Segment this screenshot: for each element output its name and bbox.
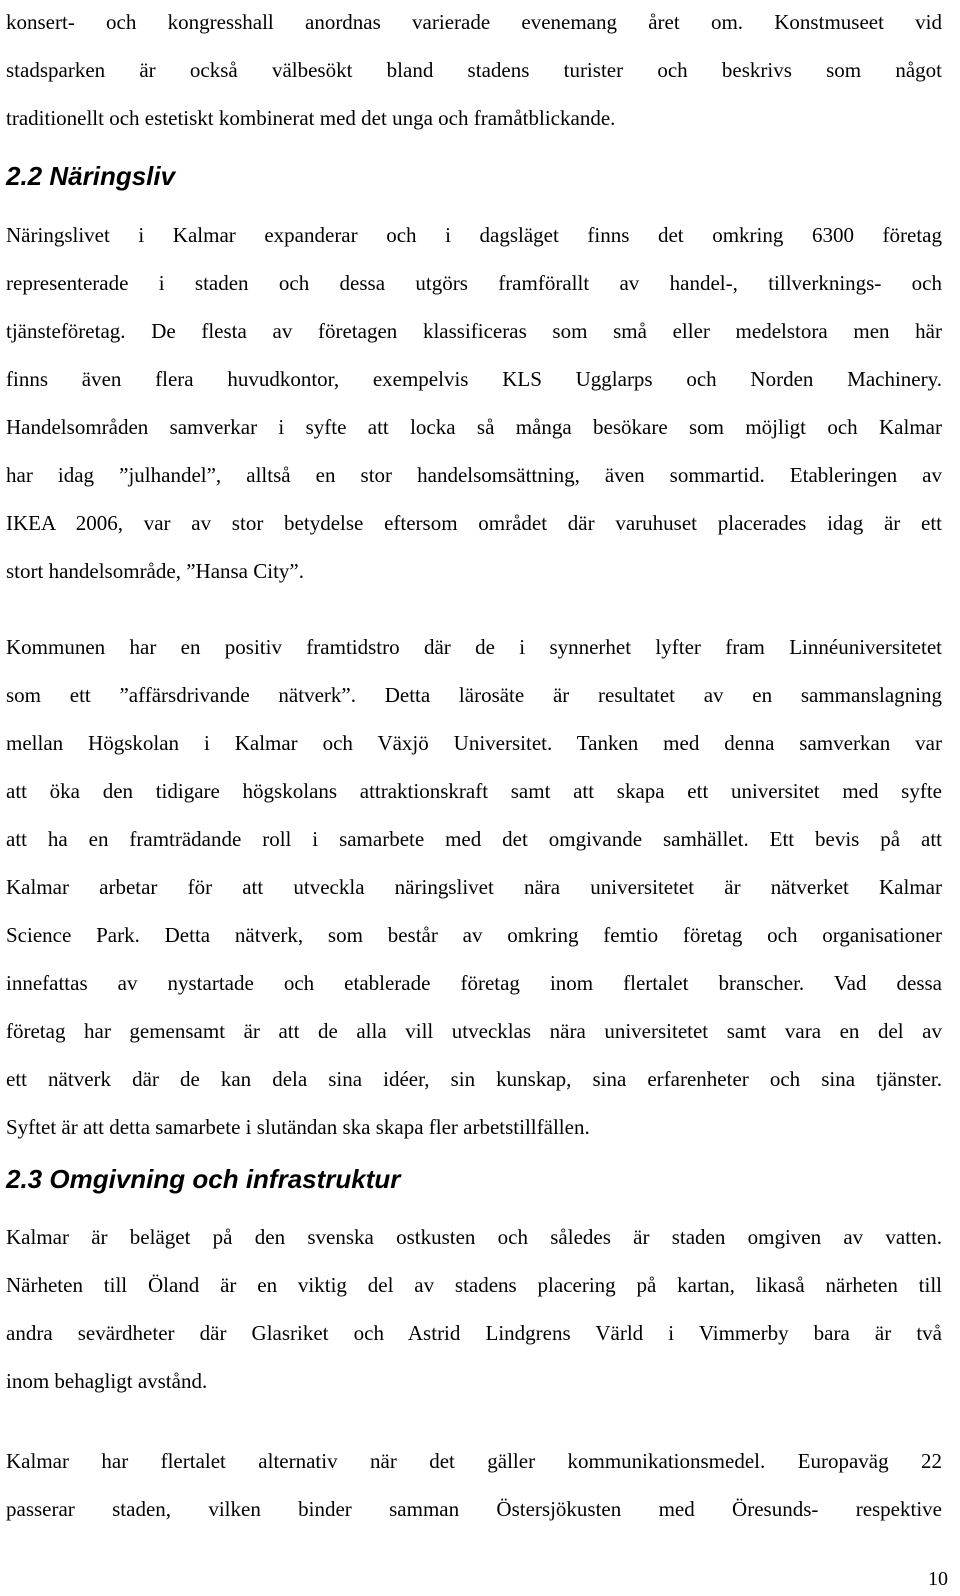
text-line: Syftet är att detta samarbete i slutändan ska skapa fler arbetstillfällen. [6, 1115, 590, 1139]
text-line: företag har gemensamt är att de alla vill utvecklas nära universitetet samt vara en del av [6, 1019, 942, 1043]
text-line: IKEA 2006, var av stor betydelse eftersom området där varuhuset placerades idag är ett [6, 511, 942, 535]
text-line: traditionellt och estetiskt kombinerat med det unga och framåtblickande. [6, 106, 616, 130]
text-line: som ett ”affärsdrivande nätverk”. Detta lärosäte är resultatet av en sammanslagning [6, 683, 942, 707]
text-line: konsert- och kongresshall anordnas varierade evenemang året om. Konstmuseet vid [6, 10, 942, 34]
text-line: Science Park. Detta nätverk, som består av omkring femtio företag och organisationer [6, 923, 942, 947]
section-heading-omgivning: 2.3 Omgivning och infrastruktur [6, 1164, 401, 1194]
naringsliv-paragraph-2 [6, 623, 942, 1151]
text-line: innefattas av nystartade och etablerade företag inom flertalet branscher. Vad dessa [6, 971, 942, 995]
text-line: stadsparken är också välbesökt bland stadens turister och beskrivs som något [6, 58, 942, 82]
text-line: Kommunen har en positiv framtidstro där de i synnerhet lyfter fram Linnéuniversitetet [6, 635, 942, 659]
text-line: att ha en framträdande roll i samarbete med det omgivande samhället. Ett bevis på att [6, 827, 942, 851]
text-line: Kalmar har flertalet alternativ när det gäller kommunikationsmedel. Europaväg 22 [6, 1449, 942, 1473]
page-number: 10 [928, 1568, 948, 1590]
text-line: Kalmar arbetar för att utveckla näringslivet nära universitetet är nätverket Kalmar [6, 875, 942, 899]
naringsliv-paragraph-1 [6, 211, 942, 595]
section-heading-naringsliv: 2.2 Näringsliv [6, 161, 176, 191]
text-line: ett nätverk där de kan dela sina idéer, sin kunskap, sina erfarenheter och sina tjänster. [6, 1067, 942, 1091]
text-line: mellan Högskolan i Kalmar och Växjö Universitet. Tanken med denna samverkan var [6, 731, 942, 755]
omgivning-paragraph-1 [6, 1213, 942, 1405]
text-line: tjänsteföretag. De flesta av företagen klassificeras som små eller medelstora men här [6, 319, 942, 343]
text-line: representerade i staden och dessa utgörs framförallt av handel-, tillverknings- och [6, 271, 942, 295]
text-line: andra sevärdheter där Glasriket och Astrid Lindgrens Värld i Vimmerby bara är två [6, 1321, 942, 1345]
intro-paragraph [6, 0, 942, 142]
text-line: Närheten till Öland är en viktig del av stadens placering på kartan, likaså närheten till [6, 1273, 942, 1297]
text-line: Handelsområden samverkar i syfte att locka så många besökare som möjligt och Kalmar [6, 415, 942, 439]
text-line: inom behagligt avstånd. [6, 1369, 208, 1393]
text-line: finns även flera huvudkontor, exempelvis KLS Ugglarps och Norden Machinery. [6, 367, 942, 391]
text-line: har idag ”julhandel”, alltså en stor handelsomsättning, även sommartid. Etableringen av [6, 463, 942, 487]
text-line: Kalmar är beläget på den svenska ostkusten och således är staden omgiven av vatten. [6, 1225, 942, 1249]
text-line: passerar staden, vilken binder samman Östersjökusten med Öresunds- respektive [6, 1497, 942, 1521]
text-line: Näringslivet i Kalmar expanderar och i dagsläget finns det omkring 6300 företag [6, 223, 942, 247]
text-line: stort handelsområde, ”Hansa City”. [6, 559, 304, 583]
omgivning-paragraph-2 [6, 1437, 942, 1533]
text-line: att öka den tidigare högskolans attraktionskraft samt att skapa ett universitet med syfte [6, 779, 942, 803]
